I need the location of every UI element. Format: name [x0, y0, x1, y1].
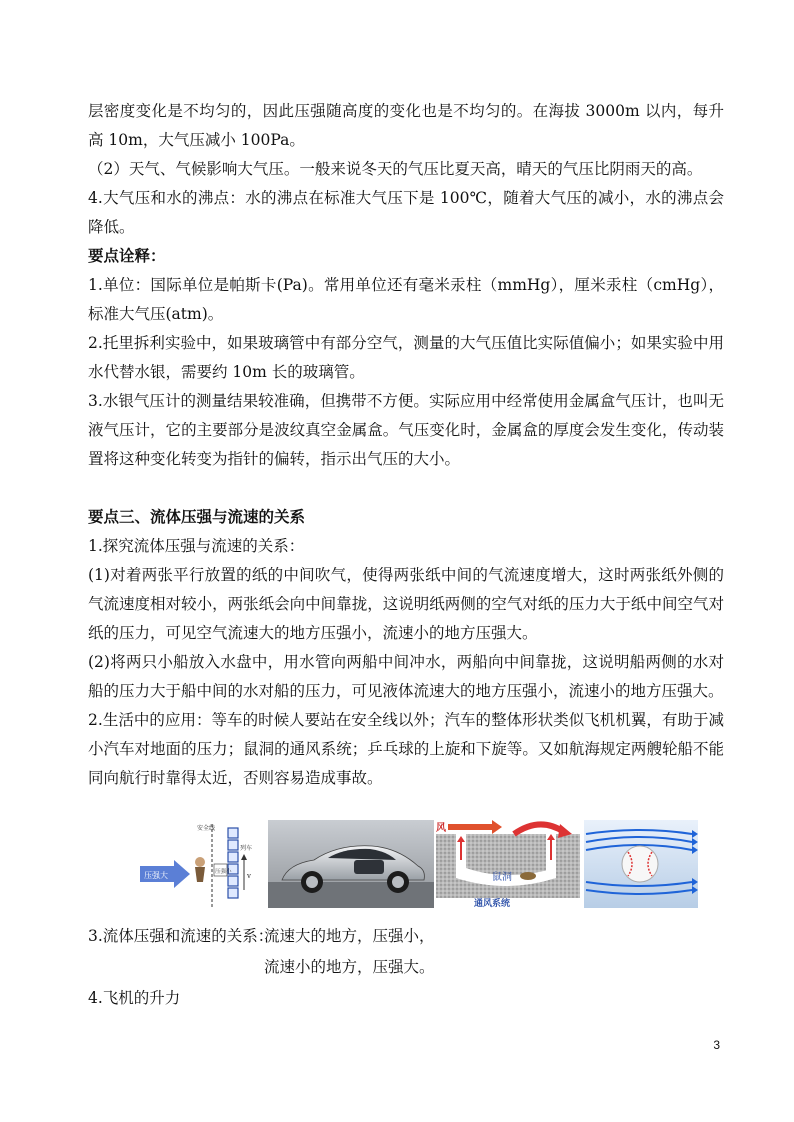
paragraph-weather-pressure: （2）天气、气候影响大气压。一般来说冬天的气压比夏天高，晴天的气压比阴雨天的高。 [88, 160, 703, 178]
relation-lead: 3.流体压强和流速的关系： [88, 927, 274, 945]
figure-burrow-ventilation [436, 820, 580, 908]
figure-platform-safety [140, 820, 264, 908]
paragraph-explore-title: 1.探究流体压强与流速的关系： [88, 537, 305, 555]
speed-label: v [247, 872, 251, 880]
section-four-title: 4.飞机的升力 [88, 989, 181, 1007]
train-label: 列车 [240, 845, 253, 852]
paragraph-units: 1.单位：国际单位是帕斯卡(Pa)。常用单位还有毫米汞柱（mmHg），厘米汞柱（cmHg），标准大气压(atm)。 [88, 276, 724, 323]
paragraph-boat-experiment: (2)将两只小船放入水盘中，用水管向两船中间冲水，两船向中间靠拢，这说明船两侧的水对船的压力大于船中间的水对船的压力，可见液体流速大的地方压强小，流速小的地方压强大。 [88, 653, 724, 700]
pressure-small-label: 压强小 [215, 869, 232, 875]
paragraph-torricelli: 2.托里拆利实验中，如果玻璃管中有部分空气，测量的大气压值比实际值偏小；如果实验中用水代替水银，需要约 10m 长的玻璃管。 [88, 334, 724, 381]
heading-key-notes: 要点诠释： [88, 247, 166, 265]
burrow-hole-label: 鼠洞 [492, 872, 512, 883]
burrow-caption: 通风系统 [474, 899, 511, 908]
relation-line-2: 流速小的地方，压强大。 [264, 958, 435, 976]
pressure-big-label: 压强大 [144, 871, 168, 880]
figure-sports-car [268, 820, 434, 908]
relation-line-1: 流速大的地方，压强小， [264, 927, 435, 945]
page-number: 3 [713, 1038, 720, 1052]
wind-label: 风 [436, 823, 446, 834]
figure-row [140, 820, 700, 908]
safety-line-label: 安全线 [197, 825, 216, 832]
paragraph-barometer: 3.水银气压计的测量结果较准确，但携带不方便。实际应用中经常使用金属盒气压计，也叫无液气压计，它的主要部分是波纹真空金属盒。气压变化时，金属盒的厚度会发生变化，传动装置将这种变化转变为指针的偏转，指示出气压的大小。 [88, 392, 724, 468]
heading-section-three: 要点三、流体压强与流速的关系 [88, 508, 306, 526]
figure-spinning-ball [584, 820, 698, 908]
paragraph-applications: 2.生活中的应用：等车的时候人要站在安全线以外；汽车的整体形状类似飞机机翼，有助于减小汽车对地面的压力；鼠洞的通风系统；乒乓球的上旋和下旋等。又如航海规定两艘轮船不能同向航行时靠得太近，否则容易造成事故。 [88, 711, 724, 787]
paragraph-pressure-altitude: 层密度变化是不均匀的，因此压强随高度的变化也是不均匀的。在海拔 3000m 以内，每升高 10m，大气压减小 100Pa。 [88, 102, 724, 149]
paragraph-boiling-point: 4.大气压和水的沸点：水的沸点在标准大气压下是 100℃，随着大气压的减小，水的沸点会降低。 [88, 189, 724, 236]
paragraph-paper-experiment: (1)对着两张平行放置的纸的中间吹气，使得两张纸中间的气流速度增大，这时两张纸外侧的气流速度相对较小，两张纸会向中间靠拢，这说明纸两侧的空气对纸的压力大于纸中间空气对纸的压力，可见空气流速大的地方压强小，流速小的地方压强大。 [88, 566, 724, 642]
